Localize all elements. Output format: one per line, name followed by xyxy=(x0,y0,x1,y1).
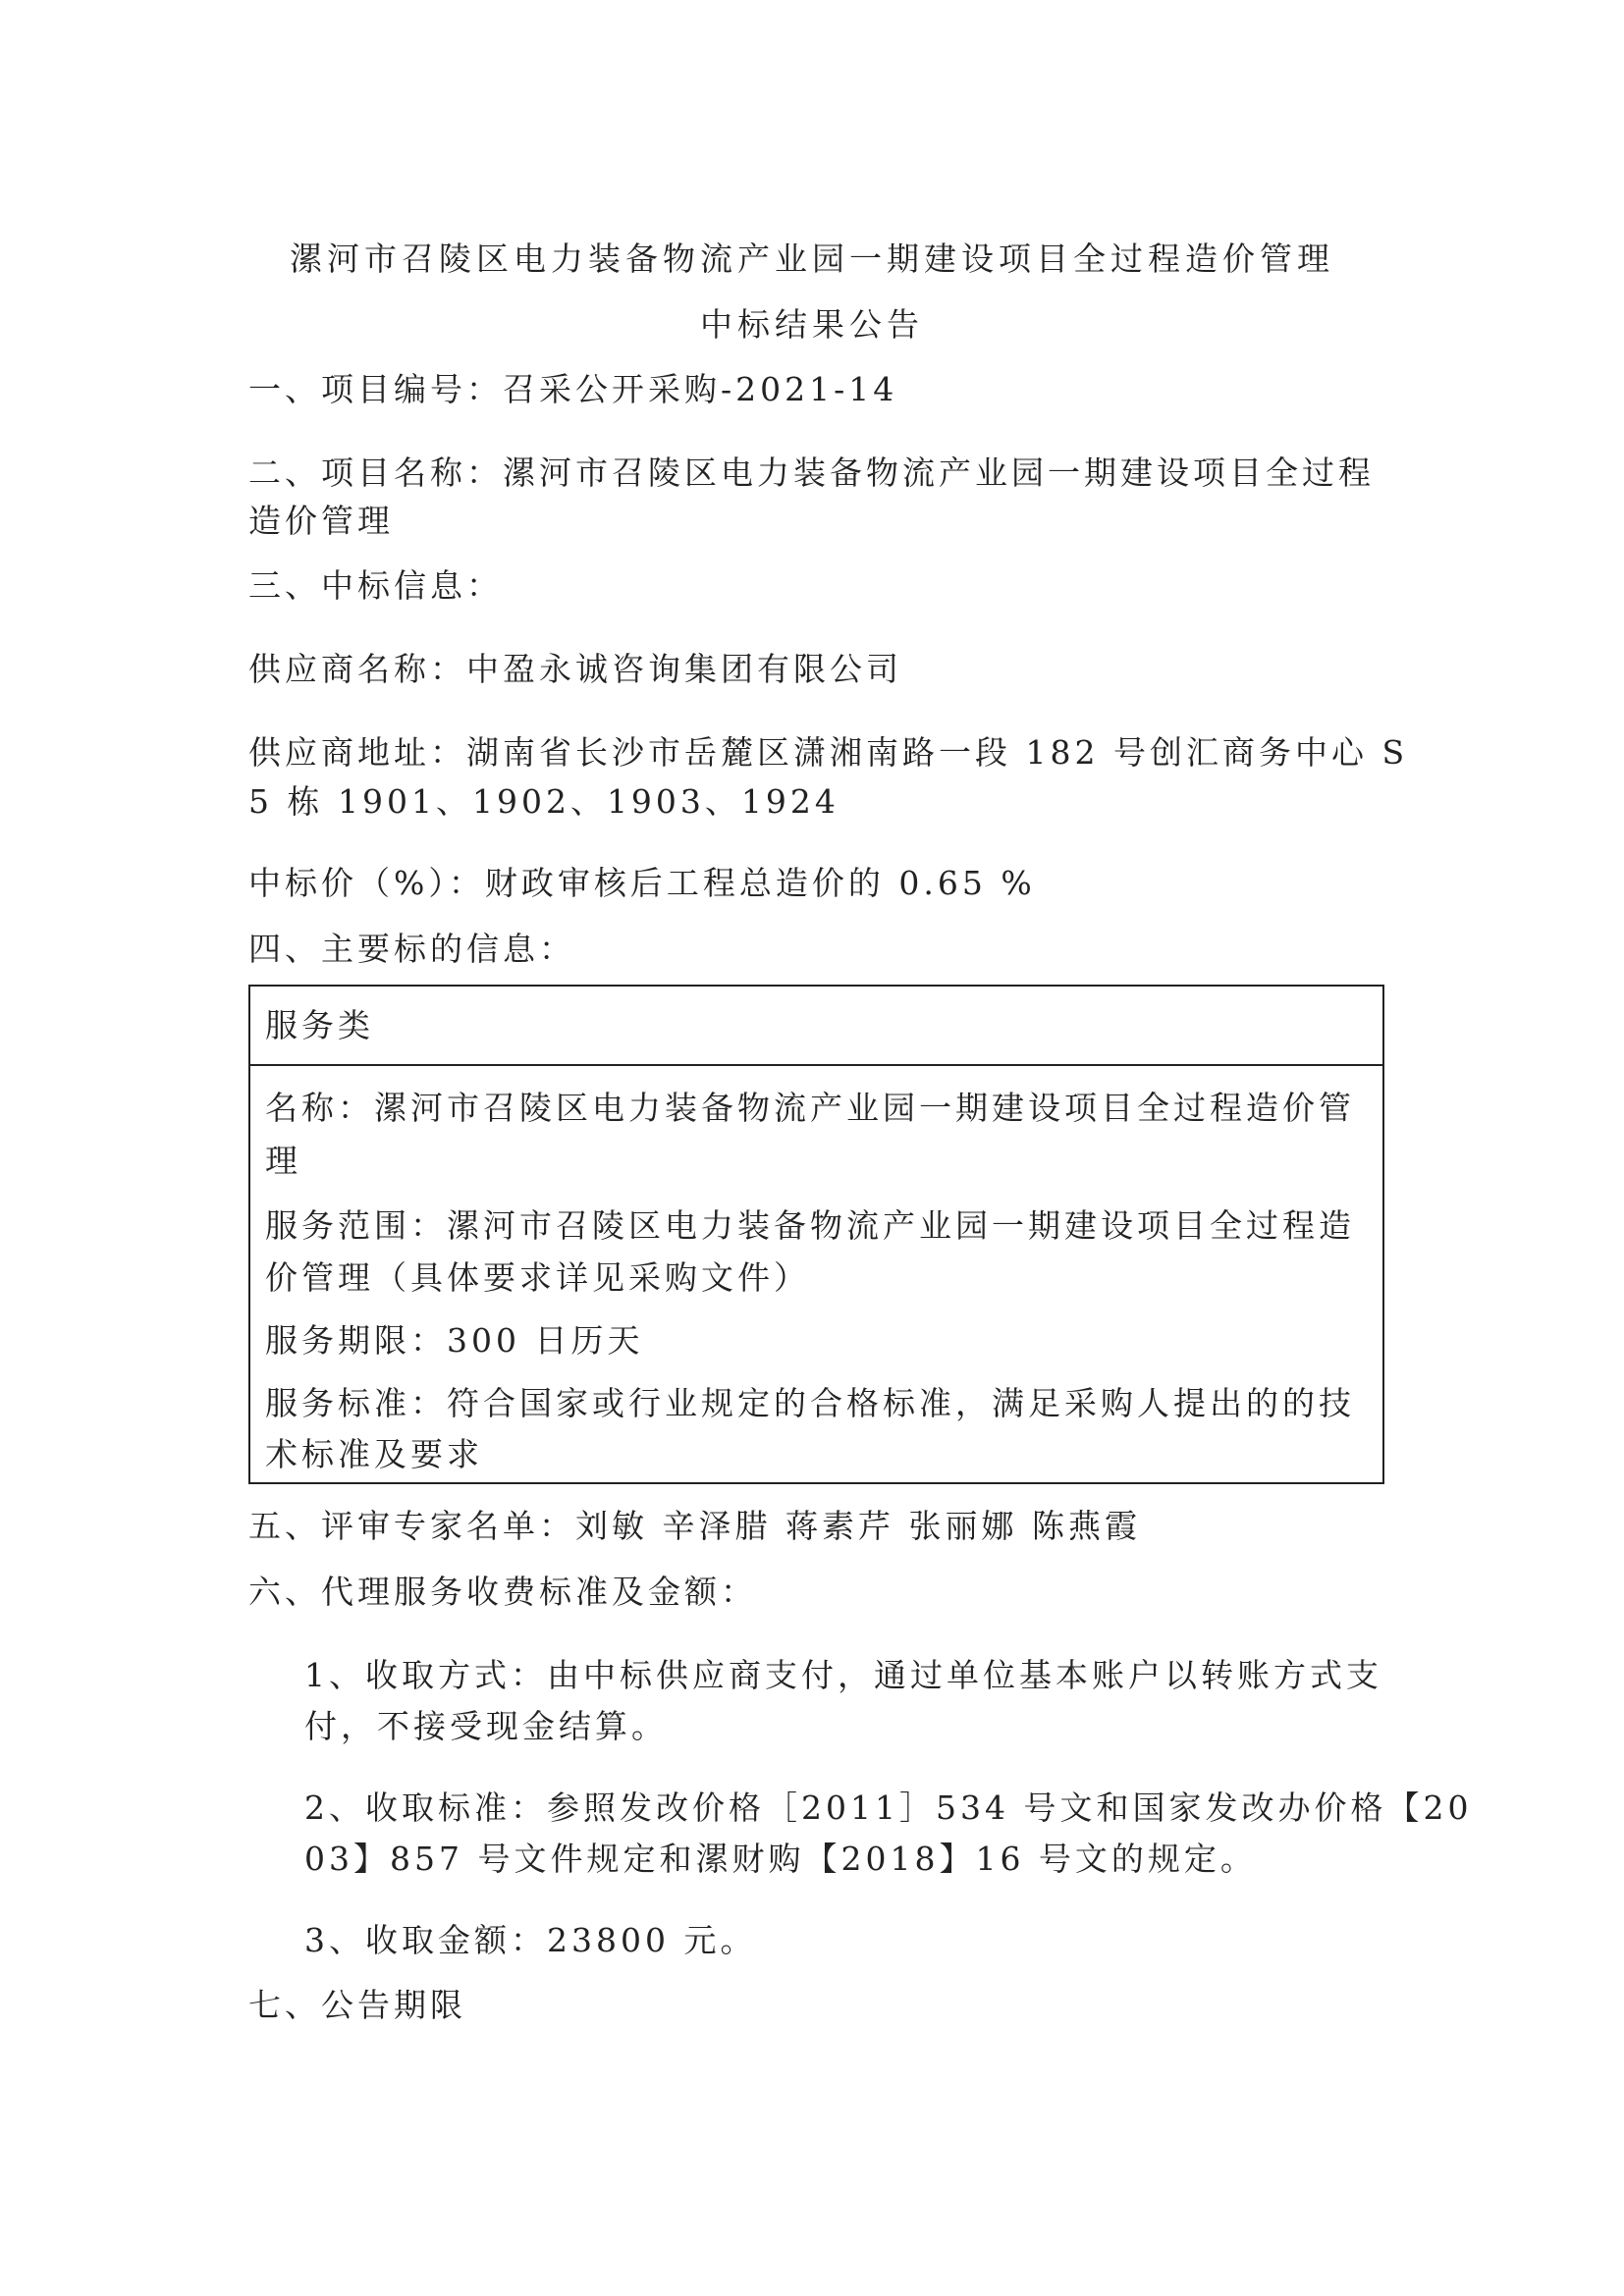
table-header-row xyxy=(250,987,1382,1066)
fee-standard-line-1: 2、收取标准：参照发改价格［2011］534 号文和国家发改办价格【20 xyxy=(304,1789,1473,1827)
table-header-label: 服务类 xyxy=(265,1006,374,1044)
project-number: 一、项目编号：召采公开采购-2021-14 xyxy=(248,370,898,408)
title-line-1: 漯河市召陵区电力装备物流产业园一期建设项目全过程造价管理 xyxy=(290,240,1334,278)
project-name-line-2: 造价管理 xyxy=(248,502,394,540)
service-name-line-1: 名称：漯河市召陵区电力装备物流产业园一期建设项目全过程造价管 xyxy=(265,1089,1355,1127)
supplier-address-line-2: 5 栋 1901、1902、1903、1924 xyxy=(248,782,839,821)
fee-amount: 3、收取金额：23800 元。 xyxy=(304,1921,757,1959)
notice-period-heading: 七、公告期限 xyxy=(248,1986,466,2024)
service-standard-line-2: 术标准及要求 xyxy=(265,1435,483,1473)
service-name-line-2: 理 xyxy=(265,1142,301,1180)
fee-method-line-1: 1、收取方式：由中标供应商支付，通过单位基本账户以转账方式支 xyxy=(304,1656,1382,1694)
service-scope-line-1: 服务范围：漯河市召陵区电力装备物流产业园一期建设项目全过程造 xyxy=(265,1206,1355,1245)
award-info-heading: 三、中标信息： xyxy=(248,566,503,605)
project-name-line-1: 二、项目名称：漯河市召陵区电力装备物流产业园一期建设项目全过程 xyxy=(248,454,1375,492)
subject-info-table xyxy=(248,985,1384,1484)
service-standard-line-1: 服务标准：符合国家或行业规定的合格标准，满足采购人提出的的技 xyxy=(265,1384,1355,1422)
bid-price: 中标价（%）：财政审核后工程总造价的 0.65 % xyxy=(248,864,1036,902)
service-period: 服务期限：300 日历天 xyxy=(265,1321,644,1360)
supplier-address-line-1: 供应商地址：湖南省长沙市岳麓区潇湘南路一段 182 号创汇商务中心 S xyxy=(248,733,1409,772)
service-scope-line-2: 价管理（具体要求详见采购文件） xyxy=(265,1258,810,1297)
fee-method-line-2: 付，不接受现金结算。 xyxy=(304,1707,668,1745)
main-subject-heading: 四、主要标的信息： xyxy=(248,930,575,968)
fee-standard-line-2: 03】857 号文件规定和漯财购【2018】16 号文的规定。 xyxy=(304,1840,1257,1878)
title-line-2: 中标结果公告 xyxy=(700,305,924,344)
fee-heading: 六、代理服务收费标准及金额： xyxy=(248,1573,757,1611)
supplier-name: 供应商名称：中盈永诚咨询集团有限公司 xyxy=(248,650,902,688)
expert-list: 五、评审专家名单：刘敏 辛泽腊 蒋素芹 张丽娜 陈燕霞 xyxy=(248,1507,1141,1545)
